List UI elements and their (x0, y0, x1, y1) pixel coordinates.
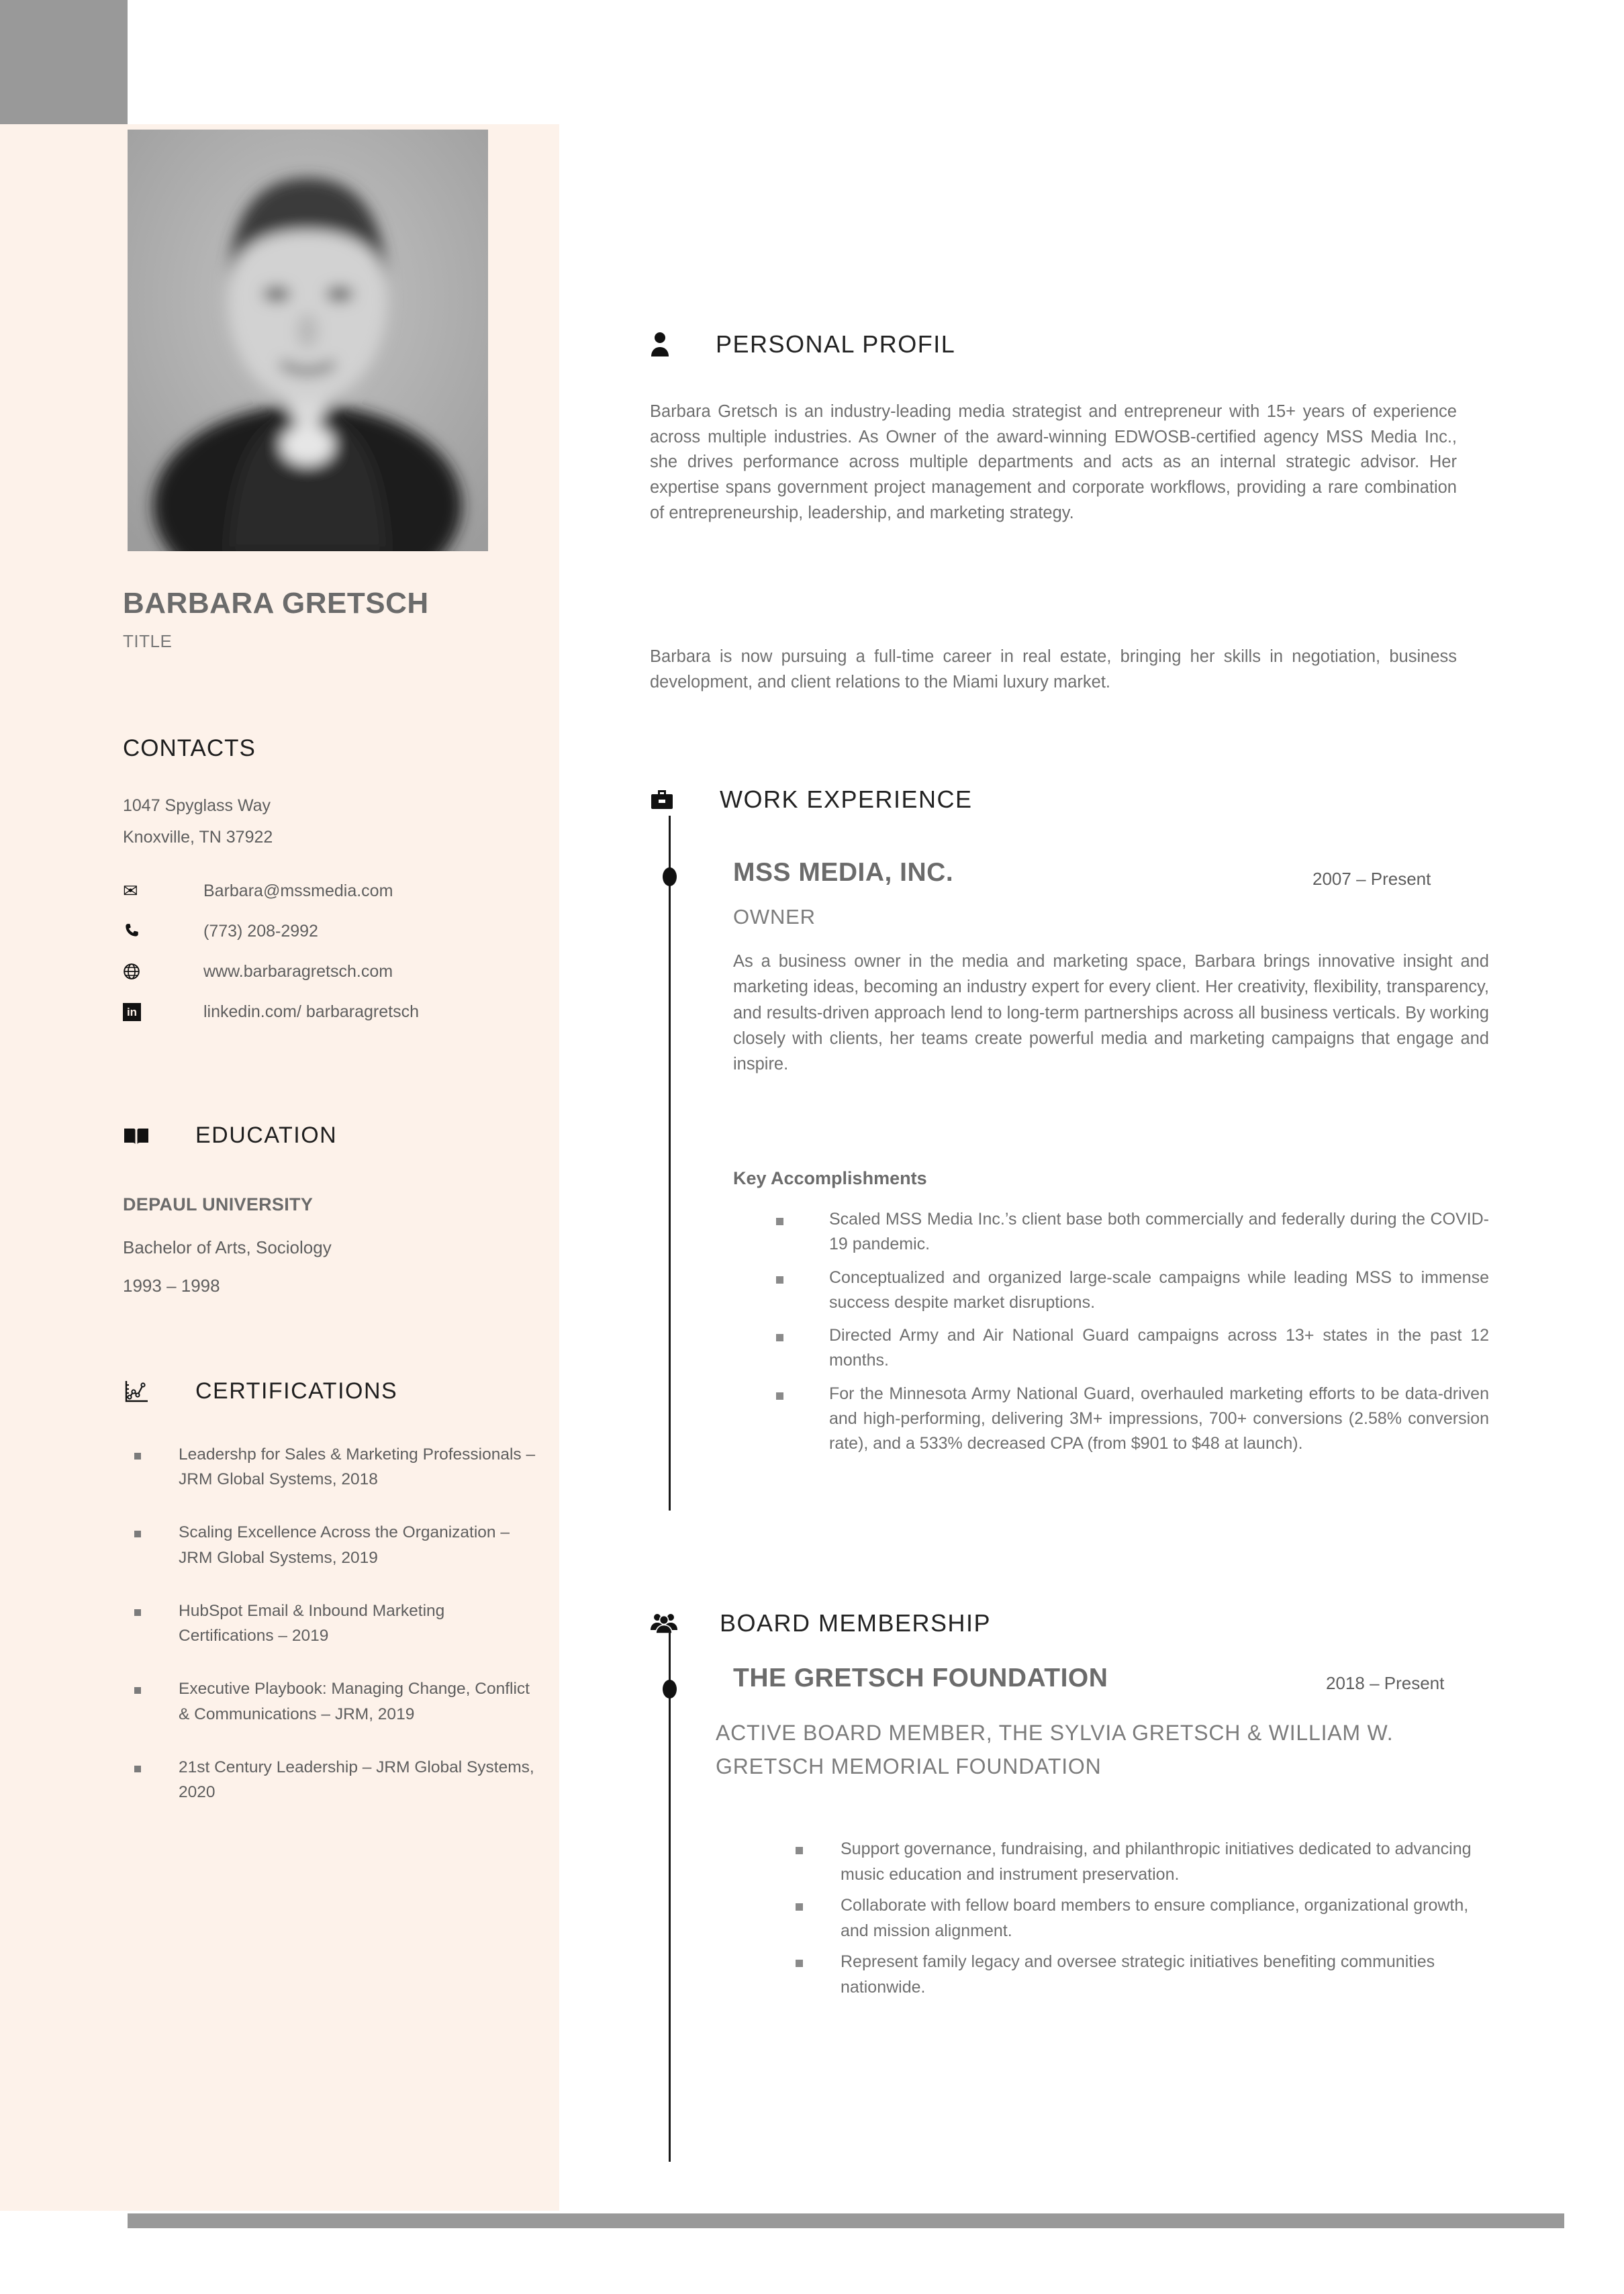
contact-item-email[interactable] (123, 877, 539, 904)
list-item (796, 1949, 1480, 2000)
board-timeline-dot (663, 1680, 677, 1699)
contact-website-value: www.barbaragretsch.com (203, 961, 393, 981)
list-item (776, 1382, 1489, 1457)
envelope-icon: ✉ (123, 880, 138, 901)
list-item (134, 1442, 537, 1492)
bullet-icon (796, 1903, 803, 1911)
board-organization-name: THE GRETSCH FOUNDATION (733, 1664, 1108, 1692)
list-item (134, 1520, 537, 1570)
job-role-title: OWNER (733, 905, 816, 928)
bullet-icon (776, 1334, 783, 1341)
list-item (796, 1836, 1480, 1887)
bullet-icon (134, 1687, 141, 1694)
board-timeline-line (669, 1631, 671, 2162)
education-years: 1993 – 1998 (123, 1276, 220, 1296)
list-item (796, 1893, 1480, 1944)
phone-icon (123, 922, 148, 940)
board-membership-section-header (650, 1609, 991, 1637)
contact-item-linkedin[interactable] (123, 998, 539, 1025)
people-group-icon (650, 1613, 679, 1634)
list-item (776, 1265, 1489, 1316)
linkedin-icon-badge: in (123, 1003, 141, 1021)
accomplishment-text: For the Minnesota Army National Guard, overhauled marketing efforts to be data-driven and high-performing, delivering 3M+ impressions, 700+ conversions (2.58% conversion rate), and a 533% decreased CPA (from $901 to $48 at launch). (829, 1384, 1489, 1453)
bullet-icon (776, 1392, 783, 1400)
education-heading: EDUCATION (195, 1122, 338, 1148)
linkedin-icon (123, 1003, 148, 1021)
board-dates: 2018 – Present (1326, 1673, 1445, 1693)
bullet-icon (134, 1531, 141, 1537)
job-description: As a business owner in the media and marketing space, Barbara brings innovative insight and marketing ideas, becoming an industry expert for every client. Her creativity, flexibility, transparency, and results-driven approach lend to long-term partnerships across all business verticals. By working closely with clients, her teams create powerful media and marketing campaigns that engage and inspire. (733, 952, 1489, 1073)
certifications-list (134, 1442, 537, 1833)
key-accomplishments-title: Key Accomplishments (733, 1168, 927, 1188)
profile-photo (128, 130, 488, 551)
accomplishment-text: Conceptualized and organized large-scale campaigns while leading MSS to immense success despite market disruptions. (829, 1268, 1489, 1312)
bullet-icon (134, 1766, 141, 1772)
certifications-section-header (123, 1378, 397, 1404)
work-timeline-dot (663, 867, 677, 886)
work-experience-heading: WORK EXPERIENCE (720, 785, 973, 813)
briefcase-icon (650, 789, 679, 810)
accomplishment-text: Directed Army and Air National Guard campaigns across 13+ states in the past 12 months. (829, 1326, 1489, 1370)
personal-profile-heading: PERSONAL PROFIL (716, 330, 956, 358)
work-timeline-line (669, 816, 671, 1511)
education-degree: Bachelor of Arts, Sociology (123, 1237, 332, 1257)
address-line-2: Knoxville, TN 37922 (123, 828, 273, 847)
person-title: TITLE (123, 631, 173, 651)
bullet-icon (776, 1218, 783, 1225)
certification-text: Executive Playbook: Managing Change, Conflict & Communications – JRM, 2019 (179, 1680, 530, 1723)
certification-text: Leadershp for Sales & Marketing Professionals – JRM Global Systems, 2018 (179, 1445, 536, 1489)
people-group-icon-glyph (650, 1613, 678, 1634)
personal-profile-section-header (650, 330, 955, 359)
person-name: BARBARA GRETSCH (123, 587, 429, 620)
contact-phone-value: (773) 208-2992 (203, 921, 318, 941)
job-dates: 2007 – Present (1312, 869, 1431, 889)
bottom-accent-bar (128, 2213, 1564, 2228)
portrait-photo-image (128, 130, 488, 551)
bullet-icon (776, 1276, 783, 1284)
list-item (134, 1598, 537, 1648)
contact-item-website[interactable] (123, 958, 539, 985)
board-bullet-text: Support governance, fundraising, and philanthropic initiatives dedicated to advancing music education and instrument preservation. (841, 1839, 1472, 1884)
list-item (134, 1676, 537, 1726)
certifications-heading: CERTIFICATIONS (195, 1378, 398, 1404)
certification-text: HubSpot Email & Inbound Marketing Certifications – 2019 (179, 1601, 445, 1645)
accomplishment-text: Scaled MSS Media Inc.’s client base both commercially and federally during the COVID-19 pandemic. (829, 1210, 1489, 1254)
work-experience-section-header (650, 785, 973, 814)
contact-email-value: Barbara@mssmedia.com (203, 881, 393, 900)
list-item (134, 1755, 537, 1805)
person-icon (650, 332, 679, 357)
open-book-icon-glyph (123, 1126, 150, 1146)
line-chart-icon (123, 1380, 160, 1404)
globe-icon-glyph (123, 963, 140, 980)
list-item (776, 1207, 1489, 1257)
open-book-icon (123, 1126, 160, 1146)
bullet-icon (134, 1609, 141, 1616)
key-accomplishments-list (776, 1207, 1489, 1464)
list-item (776, 1323, 1489, 1374)
board-role-title: ACTIVE BOARD MEMBER, THE SYLVIA GRETSCH & WILLIAM W. GRETSCH MEMORIAL FOUNDATION (716, 1721, 1394, 1778)
profile-paragraph-2: Barbara is now pursuing a full-time career in real estate, bringing her skills in negotiation, business development, and client relations to the Miami luxury market. (650, 647, 1457, 691)
bullet-icon (796, 1960, 803, 1967)
person-icon-glyph (650, 332, 670, 357)
globe-icon (123, 963, 148, 980)
briefcase-icon-glyph (650, 789, 674, 810)
board-bullet-text: Represent family legacy and oversee strategic initiatives benefiting communities nationwide. (841, 1952, 1435, 1997)
certification-text: 21st Century Leadership – JRM Global Systems, 2020 (179, 1758, 534, 1802)
contact-linkedin-value: linkedin.com/ barbaragretsch (203, 1002, 419, 1021)
bullet-icon (134, 1453, 141, 1460)
profile-paragraph-1: Barbara Gretsch is an industry-leading media strategist and entrepreneur with 15+ years of experience across multiple industries. As Owner of the award-winning EDWOSB-certified agency MSS Media Inc., she drives performance across multiple departments and acts as an internal strategic advisor. Her expertise spans government project management and corporate workflows, providing a rare combination of entrepreneurship, leadership, and marketing strategy. (650, 402, 1457, 522)
phone-icon-glyph (123, 922, 140, 940)
board-responsibilities-list (796, 1836, 1480, 2005)
board-bullet-text: Collaborate with fellow board members to ensure compliance, organizational growth, and mission alignment. (841, 1896, 1469, 1940)
contact-item-phone[interactable] (123, 918, 539, 945)
contacts-heading: CONTACTS (123, 735, 256, 761)
certification-text: Scaling Excellence Across the Organization – JRM Global Systems, 2019 (179, 1523, 510, 1567)
job-company-name: MSS MEDIA, INC. (733, 858, 954, 887)
line-chart-icon-glyph (123, 1380, 150, 1404)
bullet-icon (796, 1847, 803, 1854)
board-membership-heading: BOARD MEMBERSHIP (720, 1609, 992, 1637)
education-section-header (123, 1122, 337, 1149)
education-school: DEPAUL UNIVERSITY (123, 1194, 314, 1214)
top-left-accent-block (0, 0, 128, 124)
address-line-1: 1047 Spyglass Way (123, 796, 271, 815)
